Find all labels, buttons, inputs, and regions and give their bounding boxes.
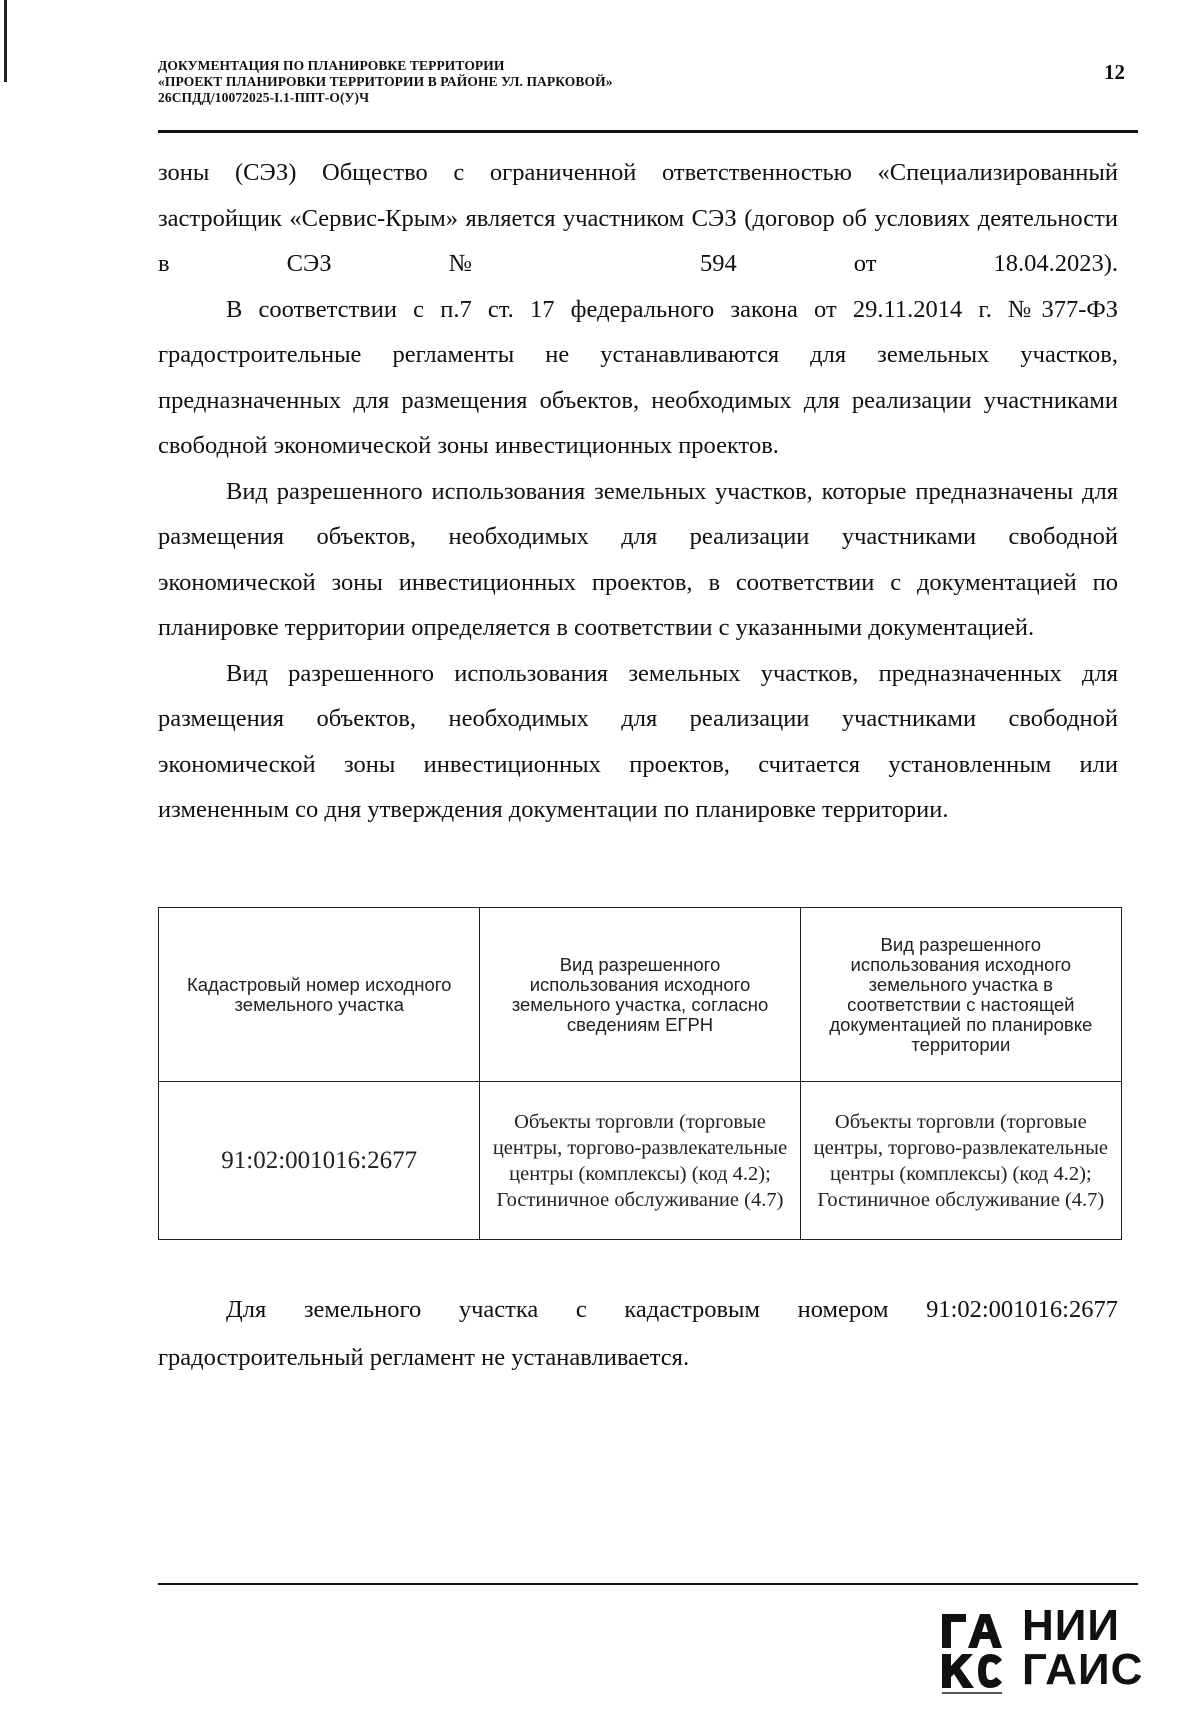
column-header-cadastral: Кадастровый номер исходного земельного участка	[159, 908, 480, 1082]
ga-ks-logo-icon	[940, 1608, 1010, 1698]
paragraph-regulation-not-set: Для земельного участка с кадастровым номером 91:02:001016:2677 градостроительный регламент не устанавливается.	[158, 1296, 1118, 1371]
paragraph-sez-participant: зоны (СЭЗ) Общество с ограниченной ответственностью «Специализированный застройщик «Сервис-Крым» является участником СЭЗ (договор об условиях деятельности в СЭЗ № 594 от 18.04.2023).	[158, 159, 1118, 277]
document-header	[158, 58, 1118, 106]
document-body	[158, 150, 1118, 833]
cell-egrn-use: Объекты торговли (торговые центры, торгово-развлекательные центры (комплексы) (код 4.2); Гостиничное обслуживание (4.7)	[480, 1082, 800, 1240]
paragraph-federal-law: В соответствии с п.7 ст. 17 федерального закона от 29.11.2014 г. №377-ФЗ градостроительные регламенты не устанавливаются для земельных участков, предназначенных для размещения объектов, необходимых для реализации участниками свободной экономической зоны инвестиционных проектов.	[158, 295, 1118, 459]
logo-line-nii: НИИ	[1022, 1601, 1121, 1650]
paragraph-permitted-use: Вид разрешенного использования земельных участков, которые предназначены для размещения объектов, необходимых для реализации участниками свободной экономической зоны инвестиционных проектов, в соответствии с документацией по планировке территории определяется в соответствии с указанными документацией.	[158, 477, 1118, 641]
cell-planned-use: Объекты торговли (торговые центры, торгово-развлекательные центры (комплексы) (код 4.2); Гостиничное обслуживание (4.7)	[800, 1082, 1121, 1240]
company-logo	[940, 1601, 1144, 1698]
column-header-planned-use: Вид разрешенного использования исходного земельного участка в соответствии с настоящей документацией по планировке территории	[800, 908, 1121, 1082]
table-row	[159, 1082, 1122, 1240]
header-project-name: «ПРОЕКТ ПЛАНИРОВКИ ТЕРРИТОРИИ В РАЙОНЕ УЛ. ПАРКОВОЙ»	[158, 74, 613, 89]
header-title: ДОКУМЕНТАЦИЯ ПО ПЛАНИРОВКЕ ТЕРРИТОРИИ	[158, 58, 505, 73]
paragraph-use-established: Вид разрешенного использования земельных участков, предназначенных для размещения объектов, необходимых для реализации участниками свободной экономической зоны инвестиционных проектов, считается установленным или измененным со дня утверждения документации по планировке территории.	[158, 659, 1118, 823]
logo-line-gais: ГАИС	[1022, 1645, 1144, 1694]
permitted-use-table	[158, 907, 1122, 1240]
footer-divider	[158, 1583, 1138, 1585]
table-header-row	[159, 908, 1122, 1082]
header-divider	[158, 130, 1138, 133]
cell-cadastral-number: 91:02:001016:2677	[159, 1082, 480, 1240]
column-header-egrn-use: Вид разрешенного использования исходного земельного участка, согласно сведениям ЕГРН	[480, 908, 800, 1082]
page-number: 12	[1104, 60, 1125, 84]
header-document-code: 26СПДД/10072025-I.1-ППТ-О(У)Ч	[158, 90, 370, 105]
closing-paragraph	[158, 1286, 1118, 1382]
logo-wordmark	[1022, 1601, 1144, 1694]
scan-edge-mark	[4, 0, 7, 82]
